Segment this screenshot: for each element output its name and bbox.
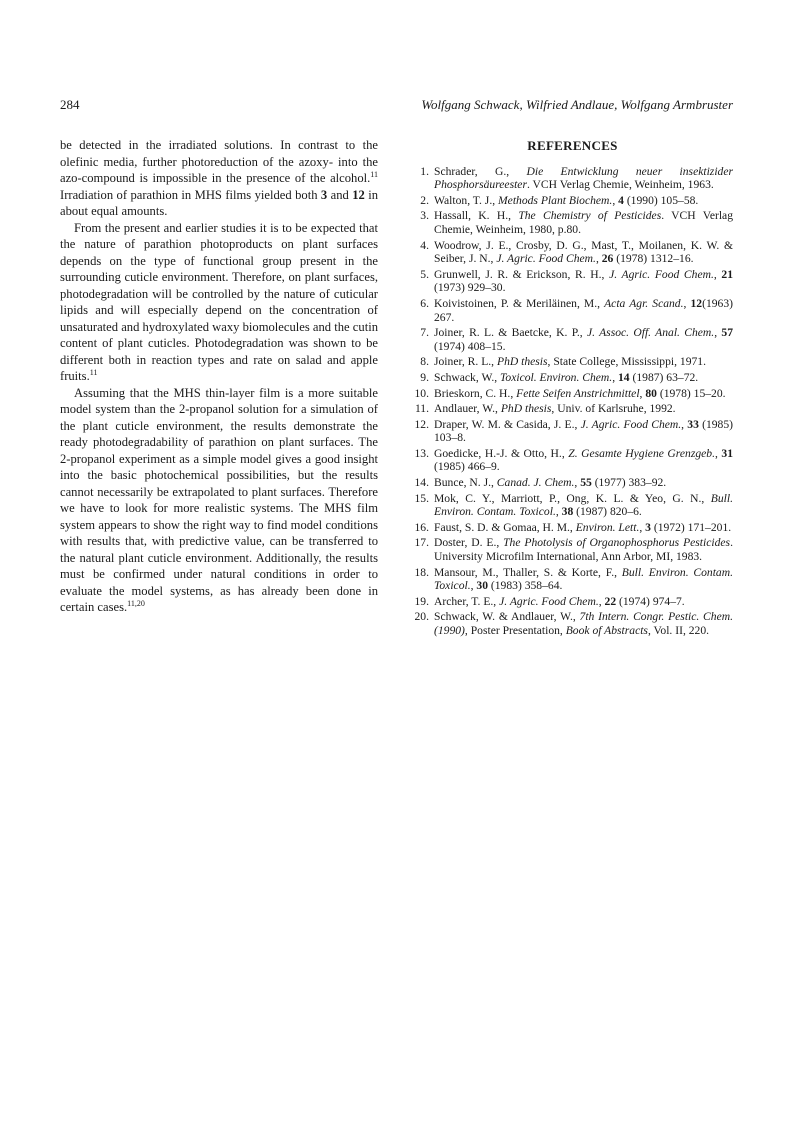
text-run: Walton, T. J., <box>434 193 499 207</box>
reference-item <box>412 595 733 609</box>
text-run: Schwack, W., <box>434 370 501 384</box>
text-run: , <box>612 193 619 207</box>
text-run: , <box>598 594 605 608</box>
text-run: (1973) 929–30. <box>434 281 506 295</box>
reference-item <box>412 476 733 490</box>
text-run: From the present and earlier studies it is to be expected that the nature of parathion photoproducts on plant surfaces depends on the type of functional group present in the surrounding cuticle environment. Therefore, on plant surfaces, photodegradation will be controlled by the nature of cuticular lipids and will especially depend on the concentration of unsaturated and hydroxylated waxy biomolecules and the cutin content of plant cuticles. Photodegradation was shown to be different both in reaction types and rate on salad and apple fruits. <box>60 220 378 383</box>
text-run: Bull. Environ. Contam. Toxicol. <box>434 565 733 593</box>
text-run: Joiner, R. L. & Baetcke, K. P., <box>434 326 587 340</box>
text-run: , <box>713 267 722 281</box>
text-run: . University Microfilm International, Ann Arbor, MI, 1983. <box>434 536 733 564</box>
text-run: Woodrow, J. E., Crosby, D. G., Mast, T., Moilanen, K. W. & Seiber, J. N., <box>434 238 733 266</box>
text-run: , <box>555 505 562 519</box>
body-paragraph-3 <box>60 385 378 616</box>
reference-number: 12. <box>414 417 429 431</box>
text-run: (1974) 974–7. <box>616 594 685 608</box>
text-run: Mansour, M., Thaller, S. & Korte, F., <box>434 565 622 579</box>
text-run: Acta Agr. Scand. <box>604 296 684 310</box>
text-run: Book of Abstracts <box>565 624 648 637</box>
reference-number: 11. <box>414 402 429 416</box>
text-run: in about equal amounts. <box>60 187 378 218</box>
text-run: 80 <box>645 386 657 400</box>
page-header <box>60 97 733 115</box>
text-run: (1987) 63–72. <box>629 370 699 384</box>
body-column <box>60 137 378 616</box>
reference-number: 4. <box>420 238 429 252</box>
text-run: (1987) 820–6. <box>573 505 642 519</box>
text-run: , <box>681 417 688 431</box>
text-run: J. Agric. Food Chem. <box>609 267 714 281</box>
text-run: 33 <box>687 417 699 431</box>
text-run: (1985) 103–8. <box>434 417 733 445</box>
text-run: Assuming that the MHS thin-layer film is a more suitable model system than the 2-propanol solution for a simulation of the plant cuticle environment, the results demonstrate the ready photodegradability of parathion on plant surfaces. The 2-propanol experiment as a simple model gives a good insight into the basic photochemical possibilities, but the results cannot necessarily be extrapolated to plant surfaces. Therefore we have to look for more realistic systems. The MHS film system appears to show the right way to find model conditions with results that, with predictive value, can be transferred to the natural plant cuticle environment. Additionally, the results must be confirmed under natural conditions in order to evaluate the model systems, as has already been done in certain cases. <box>60 385 378 614</box>
text-run: , <box>639 386 646 400</box>
text-run: The Chemistry of Pesticides <box>518 209 662 223</box>
reference-item <box>412 610 733 637</box>
text-run: 21 <box>721 267 734 281</box>
text-run: 12 <box>690 296 703 310</box>
text-run: Doster, D. E., <box>434 536 504 550</box>
reference-item <box>412 326 733 353</box>
text-run: J. Agric. Food Chem. <box>496 252 596 266</box>
references-heading: REFERENCES <box>527 138 618 153</box>
text-run: 31 <box>721 446 733 460</box>
text-run: Bull. Environ. Contam. Toxicol. <box>434 491 733 519</box>
reference-item <box>412 492 733 519</box>
text-run: Schwack, W. & Andlauer, W., <box>434 610 580 624</box>
text-run: 14 <box>618 370 630 384</box>
text-run: Mok, C. Y., Marriott, P., Ong, K. L. & Yeo, G. N., <box>434 491 711 505</box>
text-run: J. Agric. Food Chem. <box>499 594 599 608</box>
text-run: , <box>574 476 581 490</box>
text-run: Joiner, R. L., <box>434 355 497 369</box>
reference-item <box>412 165 733 192</box>
text-run: 38 <box>561 505 574 519</box>
text-run: . VCH Verlag Chemie, Weinheim, 1980, p.80. <box>434 209 733 236</box>
text-run: 7th Intern. Congr. Pestic. Chem. (1990) <box>434 610 734 637</box>
reference-item <box>412 447 733 474</box>
reference-item <box>412 371 733 385</box>
reference-list <box>412 165 733 638</box>
text-run: (1978) 1312–16. <box>613 252 694 266</box>
reference-item <box>412 194 733 208</box>
text-run: Andlauer, W., <box>434 402 501 416</box>
reference-number: 19. <box>414 594 429 608</box>
body-paragraph-2 <box>60 220 378 385</box>
reference-item <box>412 402 733 416</box>
reference-item <box>412 536 733 563</box>
text-run: and <box>327 187 353 202</box>
reference-item <box>412 297 733 324</box>
citation-superscript: 11,20 <box>127 598 145 608</box>
reference-item <box>412 209 733 236</box>
text-run: (1985) 466–9. <box>434 460 500 474</box>
text-run: Bunce, N. J., <box>434 476 497 490</box>
text-run: , <box>470 579 477 593</box>
text-run: Die Entwicklung neuer insektizider Phosphorsäureester <box>434 164 733 192</box>
text-run: , <box>612 370 618 384</box>
text-run: 3 <box>645 520 651 534</box>
reference-item <box>412 521 733 535</box>
reference-number: 7. <box>420 326 429 340</box>
text-run: Methods Plant Biochem. <box>498 193 613 207</box>
page-number: 284 <box>60 97 80 112</box>
reference-item <box>412 268 733 295</box>
text-run: , Univ. of Karlsruhe, 1992. <box>551 402 676 416</box>
reference-number: 15. <box>414 491 429 505</box>
reference-number: 10. <box>414 386 429 400</box>
text-run: Canad. J. Chem. <box>496 476 575 490</box>
reference-item <box>412 387 733 401</box>
references-section <box>412 137 733 640</box>
body-paragraph-1 <box>60 137 378 220</box>
text-run: Irradiation of parathion in MHS films yielded both <box>60 187 321 202</box>
reference-number: 6. <box>420 296 429 310</box>
reference-number: 17. <box>414 536 429 550</box>
text-run: , <box>714 446 722 460</box>
text-run: The Photolysis of Organophosphorus Pesticides <box>503 536 731 550</box>
reference-number: 5. <box>420 267 429 281</box>
text-run: , <box>714 326 722 340</box>
text-run: Environ. Lett. <box>575 520 640 534</box>
text-run: (1978) 15–20. <box>656 386 726 400</box>
text-run: 55 <box>580 476 592 490</box>
reference-number: 2. <box>420 193 429 207</box>
text-run: (1983) 358–64. <box>488 579 563 593</box>
text-run: (1990) 105–58. <box>623 193 699 207</box>
text-run: (1974) 408–15. <box>434 339 506 353</box>
text-run: 26 <box>601 252 614 266</box>
text-run: , <box>639 520 646 534</box>
text-run: 4 <box>618 193 624 207</box>
text-run: (1977) 383–92. <box>591 476 667 490</box>
text-run: Koivistoinen, P. & Meriläinen, M., <box>434 296 605 310</box>
reference-number: 1. <box>420 164 429 178</box>
reference-number: 3. <box>420 209 429 223</box>
text-run: Draper, W. M. & Casida, J. E., <box>434 417 581 431</box>
text-run: 22 <box>604 594 617 608</box>
reference-number: 16. <box>414 520 429 534</box>
text-run: , Vol. II, 220. <box>647 624 710 637</box>
text-run: (1963) 267. <box>434 296 733 324</box>
text-run: , State College, Mississippi, 1971. <box>547 355 706 369</box>
text-run: Toxicol. Environ. Chem. <box>500 370 613 384</box>
text-run: , <box>683 296 691 310</box>
text-run: , Poster Presentation, <box>464 624 566 637</box>
running-head: Wolfgang Schwack, Wilfried Andlaue, Wolfgang Armbruster <box>421 97 733 112</box>
text-run: Goedicke, H.-J. & Otto, H., <box>434 446 569 460</box>
text-run: be detected in the irradiated solutions. In contrast to the olefinic media, further photoreduction of the azoxy- into the azo-compound is impossible in the presence of the alcohol. <box>60 138 378 185</box>
reference-item <box>412 418 733 445</box>
text-run: Fette Seifen Anstrichmittel <box>516 386 640 400</box>
reference-number: 9. <box>420 370 429 384</box>
reference-number: 20. <box>414 610 429 624</box>
citation-superscript: 11 <box>370 169 378 179</box>
text-run: J. Assoc. Off. Anal. Chem. <box>586 326 715 340</box>
text-run: Archer, T. E., <box>434 594 500 608</box>
text-run: Schrader, G., <box>434 164 527 178</box>
reference-number: 8. <box>420 355 429 369</box>
reference-number: 18. <box>414 565 429 579</box>
text-run: Hassall, K. H., <box>434 209 519 223</box>
text-run: J. Agric. Food Chem. <box>580 417 682 431</box>
text-run: 57 <box>721 326 733 340</box>
text-run: PhD thesis <box>496 355 548 369</box>
text-run: . VCH Verlag Chemie, Weinheim, 1963. <box>526 178 714 192</box>
text-run: , <box>595 252 602 266</box>
reference-item <box>412 566 733 593</box>
reference-number: 13. <box>414 446 429 460</box>
text-run: PhD thesis <box>500 402 552 416</box>
text-run: Brieskorn, C. H., <box>434 386 517 400</box>
citation-superscript: 11 <box>89 367 98 377</box>
reference-number: 14. <box>414 476 429 490</box>
text-run: Z. Gesamte Hygiene Grenzgeb. <box>568 446 715 460</box>
text-run: 3 <box>320 187 328 202</box>
reference-item <box>412 355 733 369</box>
text-run: 30 <box>476 579 488 593</box>
text-run: (1972) 171–201. <box>650 520 732 534</box>
reference-item <box>412 239 733 266</box>
text-run: Grunwell, J. R. & Erickson, R. H., <box>434 267 610 281</box>
text-run: Faust, S. D. & Gomaa, H. M., <box>434 520 576 534</box>
text-run: 12 <box>352 187 365 202</box>
